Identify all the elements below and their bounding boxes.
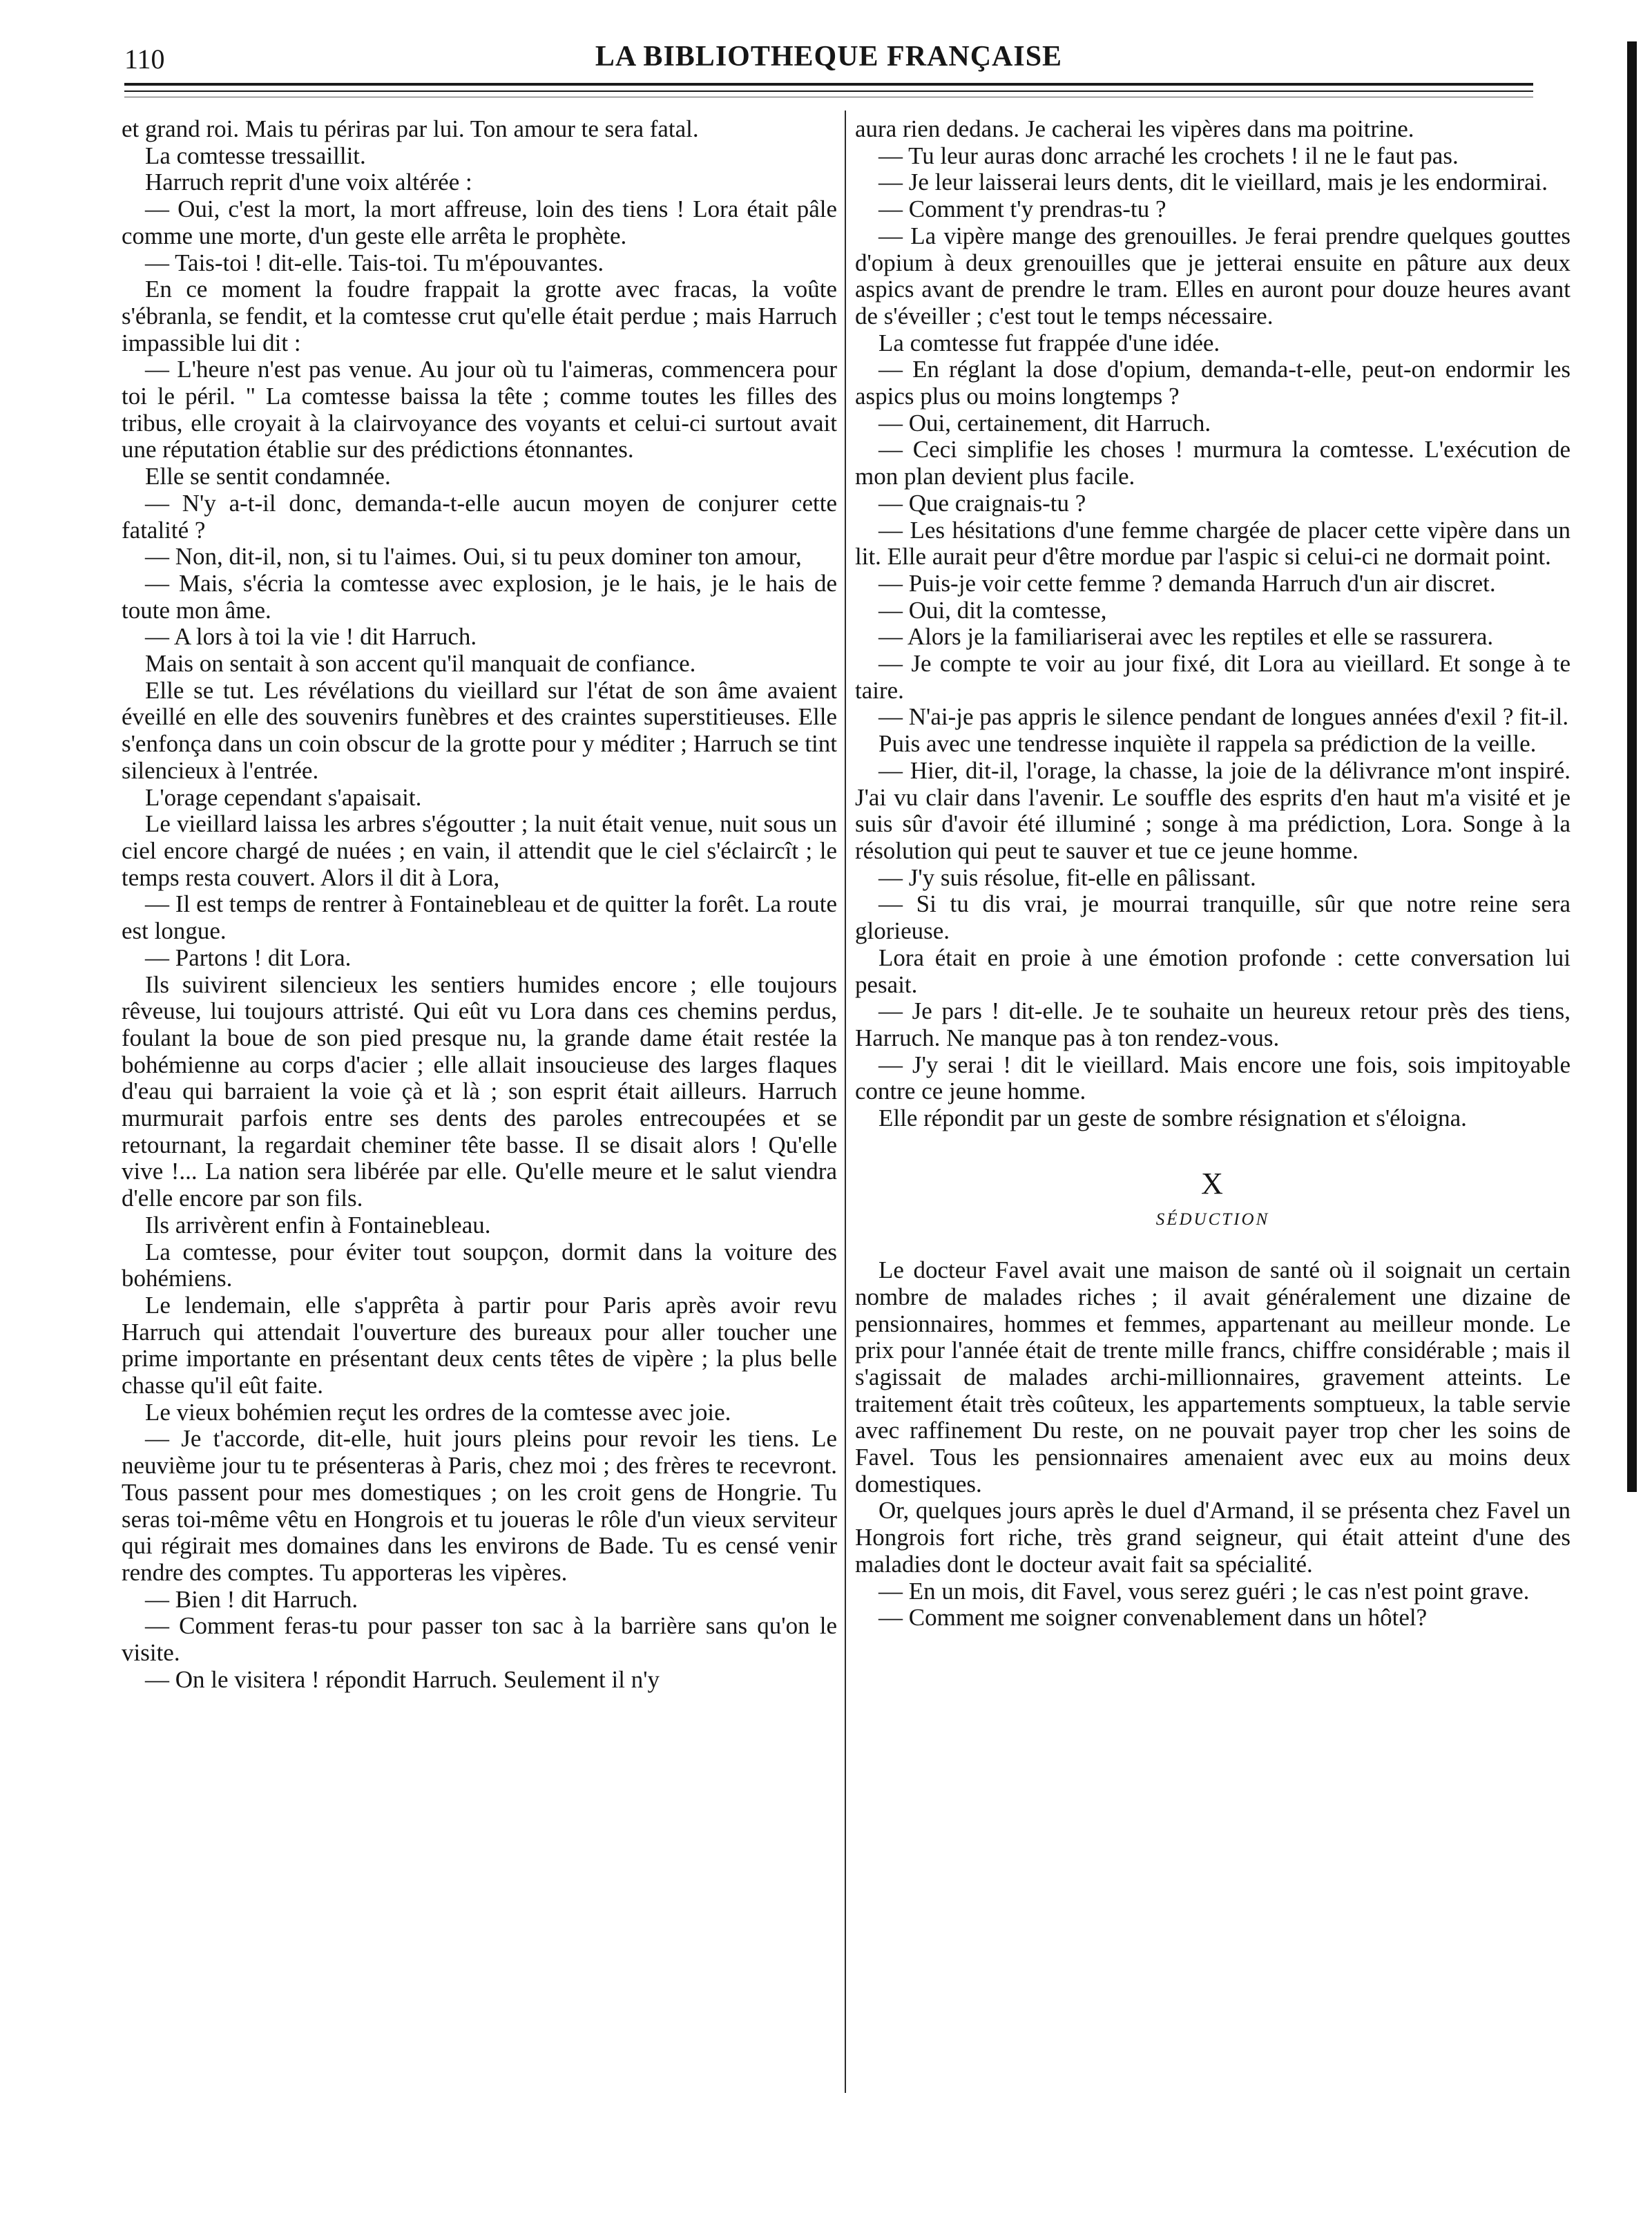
paragraph: — Les hésitations d'une femme chargée de placer cette vipère dans un lit. Elle aurait peur d'être mordue par l'aspic si celui-ci ne dormait point. [855, 516, 1571, 571]
paragraph: aura rien dedans. Je cacherai les vipères dans ma poitrine. [855, 115, 1414, 142]
paragraph: Le vieillard laissa les arbres s'égoutter ; la nuit était venue, nuit sous un ciel encore chargé de nuées ; en vain, il attendit que le ciel s'éclaircît ; le temps resta couvert. Alors il dit à Lora, [122, 810, 837, 891]
paragraph: — Je pars ! dit-elle. Je te souhaite un heureux retour près des tiens, Harruch. Ne manque pas à ton rendez-vous. [855, 997, 1571, 1051]
paragraph: — Mais, s'écria la comtesse avec explosion, je le hais, je le hais de toute mon âme. [122, 569, 837, 624]
paragraph: La comtesse fut frappée d'une idée. [878, 329, 1220, 356]
paragraph: — Que craignais-tu ? [878, 489, 1086, 517]
paragraph: — Je compte te voir au jour fixé, dit Lora au vieillard. Et songe à te taire. [855, 650, 1571, 704]
paragraph: — Oui, c'est la mort, la mort affreuse, loin des tiens ! Lora était pâle comme une morte, d'un geste elle arrêta le prophète. [122, 195, 837, 249]
chapter-number: X [1201, 1166, 1224, 1200]
column-divider [845, 111, 846, 2093]
paragraph: En ce moment la foudre frappait la grotte avec fracas, la voûte s'ébranla, se fendit, et la comtesse crut qu'elle était perdue ; mais Harruch impassible lui dit : [122, 276, 837, 356]
paragraph: Harruch reprit d'une voix altérée : [145, 169, 472, 196]
paragraph: — N'y a-t-il donc, demanda-t-elle aucun moyen de conjurer cette fatalité ? [122, 489, 837, 544]
paragraph: — N'ai-je pas appris le silence pendant de longues années d'exil ? fit-il. [878, 703, 1569, 731]
right-column [855, 116, 1571, 1632]
paragraph: — Il est temps de rentrer à Fontainebleau et de quitter la forêt. La route est longue. [122, 890, 837, 945]
paragraph: — Comment me soigner convenablement dans un hôtel? [878, 1604, 1428, 1632]
paragraph: — Puis-je voir cette femme ? demanda Harruch d'un air discret. [878, 569, 1496, 597]
header-rule-thick [124, 83, 1533, 86]
paragraph: et grand roi. Mais tu périras par lui. Ton amour te sera fatal. [122, 115, 699, 142]
paragraph: — J'y suis résolue, fit-elle en pâlissant. [878, 863, 1256, 891]
paragraph: — Tu leur auras donc arraché les crochets ! il ne le faut pas. [878, 142, 1459, 169]
paragraph: — La vipère mange des grenouilles. Je ferai prendre quelques gouttes d'opium à deux grenouilles que je jetterai ensuite en pâture aux deux aspics avant de prendre le tram. Elles en auront pour douze heures avant de s'éveiller ; c'est tout le temps nécessaire. [855, 222, 1571, 329]
paragraph: — En réglant la dose d'opium, demanda-t-elle, peut-on endormir les aspics plus ou moins longtemps ? [855, 356, 1571, 410]
paragraph: Lora était en proie à une émotion profonde : cette conversation lui pesait. [855, 944, 1571, 998]
paragraph: Ils arrivèrent enfin à Fontainebleau. [145, 1211, 491, 1238]
paragraph: — L'heure n'est pas venue. Au jour où tu l'aimeras, commencera pour toi le péril. " La comtesse baissa la tête ; comme toutes les filles des tribus, elle croyait à la clairvoyance des voyants et celui-ci surtout avait une réputation établie sur des prédictions étonnantes. [122, 356, 837, 463]
paragraph: Elle répondit par un geste de sombre résignation et s'éloigna. [878, 1104, 1467, 1132]
header-rule-thin [124, 90, 1533, 92]
paragraph: Le lendemain, elle s'apprêta à partir pour Paris après avoir revu Harruch qui attendait l'ouverture des bureaux pour aller toucher une prime importante en présentant deux cents têtes de vipère ; la plus belle chasse qu'il eût faite. [122, 1291, 837, 1399]
paragraph: Ils suivirent silencieux les sentiers humides encore ; elle toujours rêveuse, lui toujours attristé. Qui eût vu Lora dans ces chemins perdus, foulant la boue de son pied presque nu, la grande dame était restée la bohémienne au corps d'acier ; elle allait insoucieuse des larges flaques d'eau qui barraient la voie çà et là ; son esprit était ailleurs. Harruch murmurait parfois entre ses dents des paroles entrecoupées et se retournant, la regardait cheminer tête basse. Il se disait alors ! Qu'elle vive !... La nation sera libérée par elle. Qu'elle meure et le salut viendra d'elle encore par son fils. [122, 970, 837, 1212]
paragraph: Le docteur Favel avait une maison de santé où il soignait un certain nombre de malades riches ; il avait généralement une dizaine de pensionnaires, hommes et femmes, appartenant au meilleur monde. Le prix pour l'année était de trente mille francs, chiffre considérable ; mais il s'agissait de malades archi-millionnaires, gravement atteints. Le traitement était très coûteux, les appartements somptueux, la table servie avec raffinement Du reste, on ne pouvait payer trop cher les soins de Favel. Tous les pensionnaires amenaient avec eux au moins deux domestiques. [855, 1256, 1571, 1498]
paragraph: Or, quelques jours après le duel d'Armand, il se présenta chez Favel un Hongrois fort riche, très grand seigneur, qui était atteint d'une des maladies dont le docteur avait fait sa spécialité. [855, 1497, 1571, 1578]
chapter-text [855, 1257, 1571, 1632]
paragraph: — Non, dit-il, non, si tu l'aimes. Oui, si tu peux dominer ton amour, [145, 543, 802, 571]
paragraph: — Si tu dis vrai, je mourrai tranquille, sûr que notre reine sera glorieuse. [855, 890, 1571, 945]
paragraph: Elle se sentit condamnée. [145, 463, 391, 490]
paragraph: Mais on sentait à son accent qu'il manquait de confiance. [145, 650, 696, 678]
paragraph: — Je t'accorde, dit-elle, huit jours pleins pour revoir les tiens. Le neuvième jour tu te présenteras à Paris, chez moi ; des frères te recevront. Tous passent pour mes domestiques ; on les croit gens de Hongrie. Tu seras toi-même vêtu en Hongrois et tu joueras le rôle d'un vieux serviteur qui régirait mes domaines dans les environs de Bade. Tu es censé venir rendre des comptes. Tu apporteras les vipères. [122, 1425, 837, 1586]
paragraph: — Partons ! dit Lora. [145, 944, 352, 971]
page-number: 110 [124, 44, 165, 75]
paragraph: La comtesse tressaillit. [145, 142, 366, 169]
paragraph: — Hier, dit-il, l'orage, la chasse, la joie de la délivrance m'ont inspiré. J'ai vu clair dans l'avenir. Le souffle des esprits d'en haut m'a visité et je suis sûr d'avoir été illuminé ; songe à ma prédiction, Lora. Songe à la résolution qui peut te sauver et tue ce jeune homme. [855, 756, 1571, 864]
paragraph: La comtesse, pour éviter tout soupçon, dormit dans la voiture des bohémiens. [122, 1238, 837, 1292]
paragraph: Puis avec une tendresse inquiète il rappela sa prédiction de la veille. [878, 730, 1537, 758]
right-column-text [855, 116, 1571, 1132]
paragraph: L'orage cependant s'apaisait. [145, 783, 422, 811]
paragraph: — Comment t'y prendras-tu ? [878, 195, 1166, 223]
paragraph: — Je leur laisserai leurs dents, dit le vieillard, mais je les endormirai. [878, 169, 1548, 196]
paragraph: — Tais-toi ! dit-elle. Tais-toi. Tu m'épouvantes. [145, 249, 604, 276]
chapter-title: SÉDUCTION [1155, 1210, 1270, 1230]
paragraph: — Alors je la familiariserai avec les reptiles et elle se rassurera. [878, 623, 1494, 651]
paragraph: — Ceci simplifie les choses ! murmura la comtesse. L'exécution de mon plan devient plus facile. [855, 436, 1571, 490]
paragraph: — Bien ! dit Harruch. [145, 1585, 358, 1613]
left-column [122, 116, 837, 1693]
paragraph: — Oui, certainement, dit Harruch. [878, 409, 1211, 437]
paragraph: — En un mois, dit Favel, vous serez guéri ; le cas n'est point grave. [878, 1577, 1530, 1605]
paragraph: — J'y serai ! dit le vieillard. Mais encore une fois, sois impitoyable contre ce jeune homme. [855, 1051, 1571, 1105]
paragraph: — Oui, dit la comtesse, [878, 596, 1107, 624]
paragraph: Elle se tut. Les révélations du vieillard sur l'état de son âme avaient éveillé en elle des souvenirs funèbres et des craintes superstitieuses. Elle s'enfonça dans un coin obscur de la grotte pour y méditer ; Harruch se tint silencieux à l'entrée. [122, 676, 837, 784]
paragraph: — A lors à toi la vie ! dit Harruch. [145, 623, 477, 651]
paragraph: — Comment feras-tu pour passer ton sac à la barrière sans qu'on le visite. [122, 1612, 837, 1667]
paragraph: Le vieux bohémien reçut les ordres de la comtesse avec joie. [145, 1398, 731, 1426]
page-header [124, 40, 1533, 79]
running-title: LA BIBLIOTHEQUE FRANÇAISE [595, 41, 1063, 73]
binding-edge-bar [1627, 41, 1637, 1492]
paragraph: — On le visitera ! répondit Harruch. Seulement il n'y [145, 1665, 660, 1693]
